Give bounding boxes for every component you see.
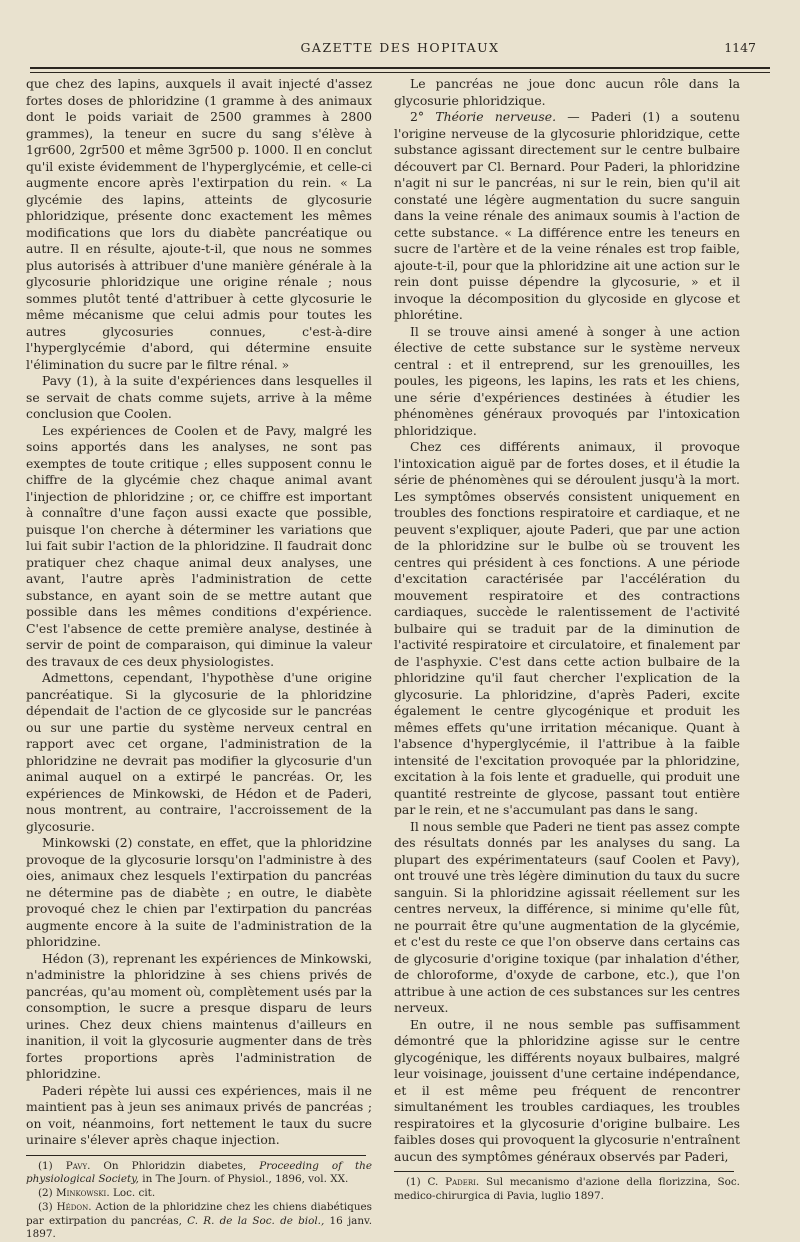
paragraph: En outre, il ne nous semble pas suffisamment démontré que la phloridzine agisse sur le centre glycogénique, les différents noyaux bulbaires, malgré leur voisinage, jouissent d'une certaine indépendance, et il est même peu fréquent de rencontrer simultanément les troubles cardiaques, les troubles respiratoires et la glycosurie d'origine bulbaire. Les faibles doses qui provoquent la glycosurie n'entraînent aucun des symptômes généraux observés par Paderi, <box>394 1017 740 1166</box>
header-rule-thick <box>30 67 770 69</box>
footnote-text: Action de la phloridzine chez les chiens diabétiques par extirpation du pancréas, <box>26 1201 372 1227</box>
footnote-marker: (2) <box>38 1187 53 1199</box>
footnote-author: Pavy. <box>66 1160 91 1172</box>
footnote-rest: in The Journ. of Physiol., 1896, vol. XX. <box>142 1173 348 1185</box>
footnote-rule <box>394 1171 734 1172</box>
footnote-author: C. Paderi. <box>427 1176 479 1188</box>
footnote-rule <box>26 1155 366 1156</box>
footnote <box>26 1160 372 1188</box>
page-number: 1147 <box>724 40 756 55</box>
footnote-marker: (1) <box>406 1176 421 1188</box>
footnote-text: On Phloridzin diabetes, <box>103 1160 246 1172</box>
paragraph: Minkowski (2) constate, en effet, que la phloridzine provoque de la glycosurie lorsqu'on l'administre à des oies, animaux chez lesquels l'extirpation du pancréas ne détermine pas de diabète ; en outre, le diabète provoqué chez le chien par l'extirpation du pancréas augmente encore à la suite de l'administration de la phloridzine. <box>26 835 372 951</box>
paragraph: que chez des lapins, auxquels il avait injecté d'assez fortes doses de phloridzine (1 gramme à des animaux dont le poids variait de 2500 grammes à 2800 grammes), la teneur en sucre du sang s'élève à 1gr600, 2gr500 et même 3gr500 p. 1000. Il en conclut qu'il existe évidemment de l'hyperglycémie, et celle-ci augmente encore après l'extirpation du rein. « La glycémie des lapins, atteints de glycosurie phloridzique, présente donc exactement les mêmes modifications que lors du diabète pancréatique ou autre. Il en résulte, ajoute-t-il, que nous ne sommes plus autorisés à attribuer d'une manière générale à la glycosurie phloridzique une origine rénale ; nous sommes plutôt tenté d'attribuer à cette glycosurie le même mécanisme que celui admis pour toutes les autres glycosuries connues, c'est-à-dire l'hyperglycémie d'abord, qui détermine ensuite l'élimination du sucre par le filtre rénal. » <box>26 76 372 373</box>
footnote-author: Minkowski. <box>56 1187 110 1199</box>
paragraph: Il nous semble que Paderi ne tient pas assez compte des résultats donnés par les analyses du sang. La plupart des expérimentateurs (sauf Coolen et Pavy), ont trouvé une très légère diminution du taux du sucre sanguin. Si la phloridzine agissait réellement sur les centres nerveux, la différence, si minime qu'elle fût, ne pourrait être qu'une augmentation de la glycémie, et c'est du reste ce que l'on observe dans certains cas de glycosurie d'origine toxique (par inhalation d'éther, de chloroforme, d'oxyde de carbone, etc.), que l'on attribue à une action de ces substances sur les centres nerveux. <box>394 819 740 1017</box>
footnote <box>26 1187 372 1201</box>
section-number: 2° <box>410 109 424 124</box>
footnote-marker: (1) <box>38 1160 53 1172</box>
left-column <box>26 76 372 1242</box>
right-footnotes <box>394 1171 740 1204</box>
paragraph: Les expériences de Coolen et de Pavy, malgré les soins apportés dans les analyses, ne sont pas exemptes de toute critique ; elles supposent connu le chiffre de la glycémie chez chaque animal avant l'injection de phloridzine ; or, ce chiffre est important à connaître d'une façon aussi exacte que possible, puisque l'on cherche à déterminer les variations que lui fait subir l'action de la phloridzine. Il faudrait donc pratiquer chez chaque animal deux analyses, une avant, l'autre après l'administration de cette substance, en ayant soin de se mettre autant que possible dans les mêmes conditions d'expérience. C'est l'absence de cette première analyse, destinée à servir de point de comparaison, qui diminue la valeur des travaux de ces deux physiologistes. <box>26 423 372 671</box>
footnote-marker: (3) <box>38 1201 53 1213</box>
footnote <box>394 1176 740 1204</box>
section-subhead: Théorie nerveuse. <box>435 109 556 124</box>
paragraph: Chez ces différents animaux, il provoque l'intoxication aiguë par de fortes doses, et il étudie la série de phénomènes qui se déroulent jusqu'à la mort. Les symptômes observés consistent uniquement en troubles des fonctions respiratoire et cardiaque, et ne peuvent s'expliquer, ajoute Paderi, que par une action de la phloridzine sur le bulbe où se trouvent les centres qui président à ces fonctions. A une période d'excitation caractérisée par l'accélération du mouvement respiratoire et des contractions cardiaques, succède le ralentissement de l'activité bulbaire qui se traduit par de la diminution de l'activité respiratoire et circulatoire, et finalement par de l'asphyxie. C'est dans cette action bulbaire de la phloridzine qu'il faut chercher l'explication de la glycosurie. La phloridzine, d'après Paderi, excite également le centre glycogénique et produit les mêmes effets qu'une irritation mécanique. Quant à l'absence d'hyperglycémie, il l'attribue à la faible intensité de l'excitation provoquée par la phloridzine, excitation à la fois lente et graduelle, qui produit une quantité restreinte de glycose, passant tout entière par le rein, et ne s'accumulant pas dans le sang. <box>394 439 740 819</box>
footnote-title: C. R. de la Soc. de biol., <box>187 1215 324 1227</box>
footnote-text: Loc. cit. <box>113 1187 155 1199</box>
footnote-title: Proceeding of the physiological Society, <box>26 1160 372 1186</box>
paragraph: Le pancréas ne joue donc aucun rôle dans la glycosurie phloridzique. <box>394 76 740 109</box>
paragraph: Hédon (3), reprenant les expériences de Minkowski, n'administre la phloridzine à ses chiens privés de pancréas, qu'au moment où, complètement usés par la consomption, le sucre a presque disparu de leurs urines. Chez deux chiens maintenus d'ailleurs en inanition, il voit la glycosurie augmenter dans de très fortes proportions après l'administration de phloridzine. <box>26 951 372 1083</box>
paragraph: Pavy (1), à la suite d'expériences dans lesquelles il se servait de chats comme sujets, arrive à la même conclusion que Coolen. <box>26 373 372 423</box>
footnote-rest: 16 janv. 1897. <box>26 1215 372 1241</box>
footnote <box>26 1201 372 1242</box>
paragraph-text: — Paderi (1) a soutenu l'origine nerveuse de la glycosurie phloridzique, cette substance agissant directement sur le centre bulbaire découvert par Cl. Bernard. Pour Paderi, la phloridzine n'agit ni sur le pancréas, ni sur le rein, bien qu'il ait constaté une légère augmentation du sucre sanguin dans la veine rénale des animaux soumis à l'action de cette substance. « La différence entre les teneurs en sucre de l'artère et de la veine rénales est trop faible, ajoute-t-il, pour que la phloridzine ait une action sur le rein dont puisse dépendre la glycosurie, » et il invoque la décomposition du glycoside en glycose et phlorétine. <box>394 109 740 322</box>
footnote-text: Sul mecanismo d'azione della florizzina, Soc. medico-chirurgica di Pavia, luglio 1897. <box>394 1176 740 1202</box>
header-rule-thin <box>30 72 770 73</box>
paragraph <box>394 109 740 324</box>
running-title: GAZETTE DES HOPITAUX <box>0 40 800 55</box>
page-header <box>0 40 800 62</box>
paragraph: Paderi répète lui aussi ces expériences, mais il ne maintient pas à jeun ses animaux privés de pancréas ; on voit, néanmoins, fort nettement le taux du sucre urinaire s'élever après chaque injection. <box>26 1083 372 1149</box>
paragraph: Il se trouve ainsi amené à songer à une action élective de cette substance sur le système nerveux central : et il entreprend, sur les grenouilles, les poules, les pigeons, les lapins, les rats et les chiens, une série d'expériences destinées à étudier les phénomènes généraux provoqués par l'intoxication phloridzique. <box>394 324 740 440</box>
right-column <box>394 76 740 1204</box>
paragraph: Admettons, cependant, l'hypothèse d'une origine pancréatique. Si la glycosurie de la phloridzine dépendait de l'action de ce glycoside sur le pancréas ou sur une partie du système nerveux central en rapport avec cet organe, l'administration de la phloridzine ne devrait pas modifier la glycosurie d'un animal auquel on a extirpé le pancréas. Or, les expériences de Minkowski, de Hédon et de Paderi, nous montrent, au contraire, l'accroissement de la glycosurie. <box>26 670 372 835</box>
footnote-author: Hédon. <box>57 1201 92 1213</box>
left-footnotes <box>26 1155 372 1242</box>
